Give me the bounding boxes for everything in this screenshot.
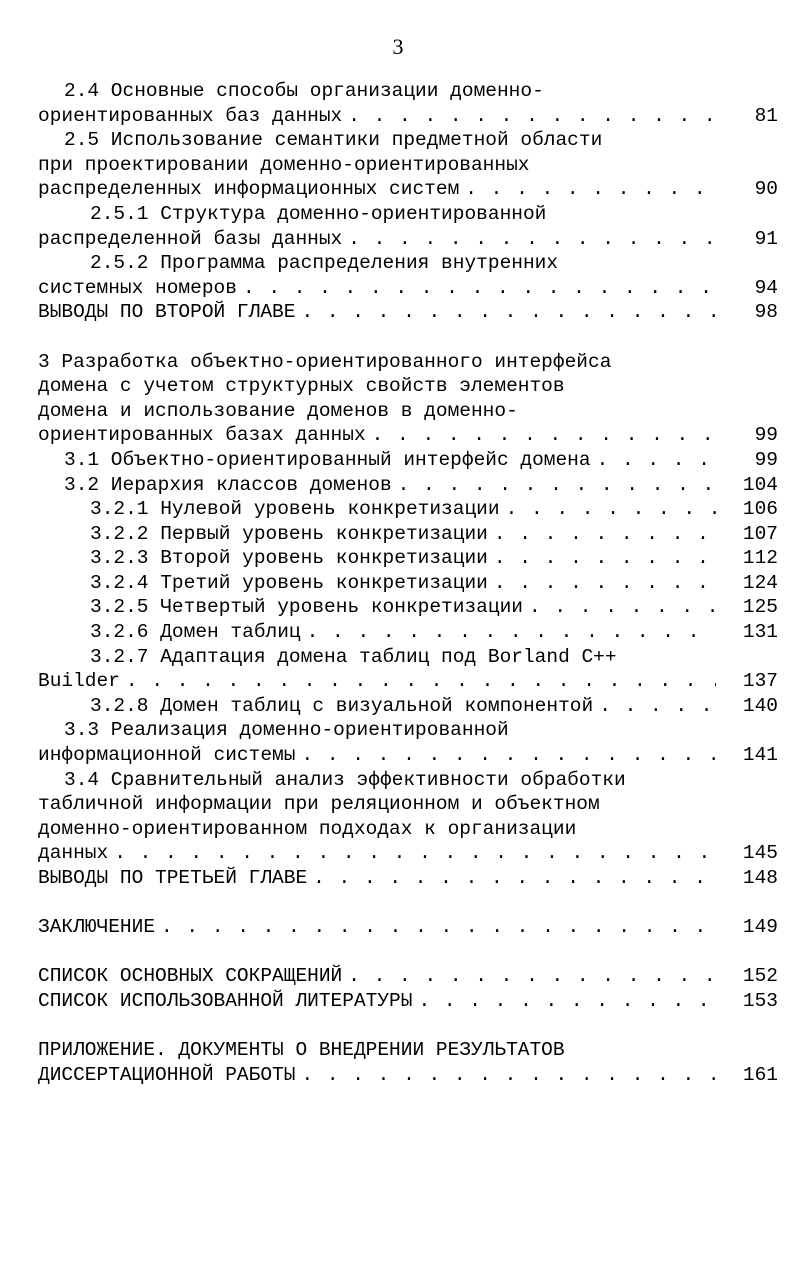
toc-page-number: 153 <box>742 989 778 1012</box>
toc-entry[interactable] <box>38 251 778 300</box>
toc-entry[interactable] <box>38 718 778 767</box>
toc-page-number: 131 <box>742 621 778 644</box>
toc-page-number: 81 <box>754 104 778 127</box>
toc-line <box>38 522 778 547</box>
leader-dots <box>418 989 716 1014</box>
toc-line <box>38 497 778 522</box>
toc-line <box>38 350 778 375</box>
leader-dots <box>494 522 716 547</box>
toc-page-number: 161 <box>742 1063 778 1086</box>
toc-entry[interactable] <box>38 571 778 596</box>
leader-dots <box>529 595 716 620</box>
toc-entry-title: 3.2.4 Третий уровень конкретизации <box>90 571 488 594</box>
toc-line <box>38 300 778 325</box>
leader-dots <box>301 743 716 768</box>
toc-line <box>38 202 778 227</box>
leader-dots <box>597 448 716 473</box>
toc-line <box>38 743 778 768</box>
toc-entry-title: ориентированных базах данных <box>38 424 366 447</box>
toc-entry[interactable] <box>38 522 778 547</box>
toc-entry[interactable] <box>38 448 778 473</box>
toc-entry-title: 3.2.6 Домен таблиц <box>90 621 301 644</box>
toc-line <box>38 227 778 252</box>
toc-page-number: 125 <box>742 596 778 619</box>
toc-entry-title: 2.5.2 Программа распределения внутренних <box>90 252 559 275</box>
toc-entry-title: 3.3 Реализация доменно-ориентированной <box>64 719 509 742</box>
toc-entry[interactable] <box>38 768 778 866</box>
leader-dots <box>301 1063 716 1088</box>
toc-page-number: 140 <box>742 694 778 717</box>
toc-page-number: 148 <box>742 867 778 889</box>
toc-line <box>38 694 778 719</box>
toc-line <box>38 841 778 866</box>
toc-entry-title: 3.2.5 Четвертый уровень конкретизации <box>90 596 523 619</box>
leader-dots <box>506 497 716 522</box>
toc-entry-title: СПИСОК ОСНОВНЫХ СОКРАЩЕНИЙ <box>38 965 343 988</box>
toc-entry-title: системных номеров <box>38 276 237 299</box>
section-gap <box>38 325 778 350</box>
toc-line <box>38 153 778 178</box>
leader-dots <box>161 915 716 940</box>
leader-dots <box>398 473 716 498</box>
toc-entry-title: доменно-ориентированном подходах к организации <box>38 817 577 840</box>
leader-dots <box>301 300 716 325</box>
page-number: 3 <box>392 34 404 59</box>
toc-entry[interactable] <box>38 1038 778 1087</box>
toc-line <box>38 374 778 399</box>
toc-line <box>38 915 778 940</box>
toc-page-number: 106 <box>742 498 778 521</box>
toc-line <box>38 251 778 276</box>
toc-entry-title: 3.4 Сравнительный анализ эффективности обработки <box>64 768 626 791</box>
leader-dots <box>243 276 716 301</box>
leader-dots <box>126 669 716 694</box>
toc-line <box>38 571 778 596</box>
toc-entry-title: ДИССЕРТАЦИОННОЙ РАБОТЫ <box>38 1063 296 1086</box>
toc-entry-title: 3.2.3 Второй уровень конкретизации <box>90 547 488 570</box>
toc-entry[interactable] <box>38 620 778 645</box>
toc-entry-title: домена с учетом структурных свойств элементов <box>38 375 565 398</box>
toc-line <box>38 817 778 842</box>
toc-page-number: 90 <box>754 178 778 201</box>
toc-entry[interactable] <box>38 645 778 694</box>
toc-line <box>38 448 778 473</box>
toc-page-number: 99 <box>754 424 778 447</box>
toc-line <box>38 768 778 793</box>
toc-page-number: 141 <box>742 744 778 767</box>
section-gap <box>38 1014 778 1039</box>
leader-dots <box>372 423 716 448</box>
leader-dots <box>307 620 716 645</box>
toc-line <box>38 423 778 448</box>
toc-entry-title: информационной системы <box>38 744 296 767</box>
toc-entry[interactable] <box>38 915 778 940</box>
toc-entry[interactable] <box>38 350 778 448</box>
toc-entry-title: 3.2.2 Первый уровень конкретизации <box>90 522 488 545</box>
toc-page-number: 149 <box>742 916 778 939</box>
toc-entry-title: 2.4 Основные способы организации доменно- <box>64 80 544 102</box>
toc-line <box>38 620 778 645</box>
toc-page-number: 137 <box>742 670 778 693</box>
toc-page-number: 112 <box>742 547 778 570</box>
toc-entry-title: Builder <box>38 670 120 693</box>
toc-page-number: 124 <box>742 571 778 594</box>
toc-entry-title: табличной информации при реляционном и объектном <box>38 793 600 816</box>
toc-entry[interactable] <box>38 128 778 202</box>
toc-entry[interactable] <box>38 595 778 620</box>
leader-dots <box>348 964 716 989</box>
toc-line <box>38 473 778 498</box>
toc-entry[interactable] <box>38 546 778 571</box>
toc-entry[interactable] <box>38 866 778 891</box>
toc-entry[interactable] <box>38 964 778 989</box>
section-gap <box>38 891 778 916</box>
toc-entry[interactable] <box>38 300 778 325</box>
toc-entry-title: 3 Разработка объектно-ориентированного интерфейса <box>38 350 612 373</box>
toc-line <box>38 718 778 743</box>
toc-line <box>38 1063 778 1088</box>
toc-line <box>38 177 778 202</box>
toc-line <box>38 276 778 301</box>
toc-line <box>38 669 778 694</box>
toc-line <box>38 645 778 670</box>
leader-dots <box>348 104 716 129</box>
toc-entry-title: 3.1 Объектно-ориентированный интерфейс домена <box>64 448 591 471</box>
toc-entry-title: распределенных информационных систем <box>38 178 460 201</box>
toc-line <box>38 104 778 129</box>
toc-entry-title: 3.2.8 Домен таблиц с визуальной компонентой <box>90 694 594 717</box>
section-gap <box>38 940 778 965</box>
toc-entry-title: ориентированных баз данных <box>38 104 343 127</box>
toc-page-number: 99 <box>754 448 778 471</box>
leader-dots <box>494 546 716 571</box>
toc-line <box>38 866 778 891</box>
toc-entry[interactable] <box>38 202 778 251</box>
toc-page-number: 152 <box>742 965 778 988</box>
toc-entry[interactable] <box>38 79 778 128</box>
toc-page-number: 98 <box>754 301 778 324</box>
toc-entry[interactable] <box>38 473 778 498</box>
table-of-contents <box>38 79 778 1087</box>
toc-entry-title: 2.5.1 Структура доменно-ориентированной <box>90 202 547 225</box>
leader-dots <box>114 841 716 866</box>
toc-line <box>38 546 778 571</box>
toc-page-number: 104 <box>742 473 778 496</box>
toc-entry-title: 3.2 Иерархия классов доменов <box>64 473 392 496</box>
toc-entry[interactable] <box>38 694 778 719</box>
toc-page-number: 107 <box>742 522 778 545</box>
toc-entry[interactable] <box>38 989 778 1014</box>
toc-entry-title: ЗАКЛЮЧЕНИЕ <box>38 916 156 939</box>
leader-dots <box>599 694 716 719</box>
toc-line <box>38 128 778 153</box>
toc-entry-title: распределенной базы данных <box>38 227 343 250</box>
leader-dots <box>494 571 716 596</box>
toc-entry-title: СПИСОК ИСПОЛЬЗОВАННОЙ ЛИТЕРАТУРЫ <box>38 989 413 1012</box>
toc-line <box>38 989 778 1014</box>
toc-entry-title: ВЫВОДЫ ПО ВТОРОЙ ГЛАВЕ <box>38 301 296 324</box>
toc-entry-title: данных <box>38 842 109 865</box>
toc-page-number: 145 <box>742 842 778 865</box>
toc-entry-title: ВЫВОДЫ ПО ТРЕТЬЕЙ ГЛАВЕ <box>38 867 308 889</box>
toc-entry-title: 3.2.7 Адаптация домена таблиц под Borland C++ <box>90 645 617 668</box>
toc-line <box>38 79 778 104</box>
toc-line <box>38 399 778 424</box>
toc-line <box>38 595 778 620</box>
toc-entry-title: домена и использование доменов в доменно- <box>38 399 518 422</box>
toc-entry-title: 2.5 Использование семантики предметной области <box>64 129 603 152</box>
toc-page-number: 91 <box>754 227 778 250</box>
leader-dots <box>465 177 716 202</box>
toc-line <box>38 792 778 817</box>
toc-entry-title: 3.2.1 Нулевой уровень конкретизации <box>90 498 500 521</box>
toc-entry[interactable] <box>38 497 778 522</box>
toc-entry-title: ПРИЛОЖЕНИЕ. ДОКУМЕНТЫ О ВНЕДРЕНИИ РЕЗУЛЬТАТОВ <box>38 1039 565 1062</box>
toc-line <box>38 964 778 989</box>
toc-line <box>38 1038 778 1063</box>
toc-page-number: 94 <box>754 276 778 299</box>
toc-entry-title: при проектировании доменно-ориентированных <box>38 153 530 176</box>
leader-dots <box>348 227 716 252</box>
leader-dots <box>313 866 716 891</box>
